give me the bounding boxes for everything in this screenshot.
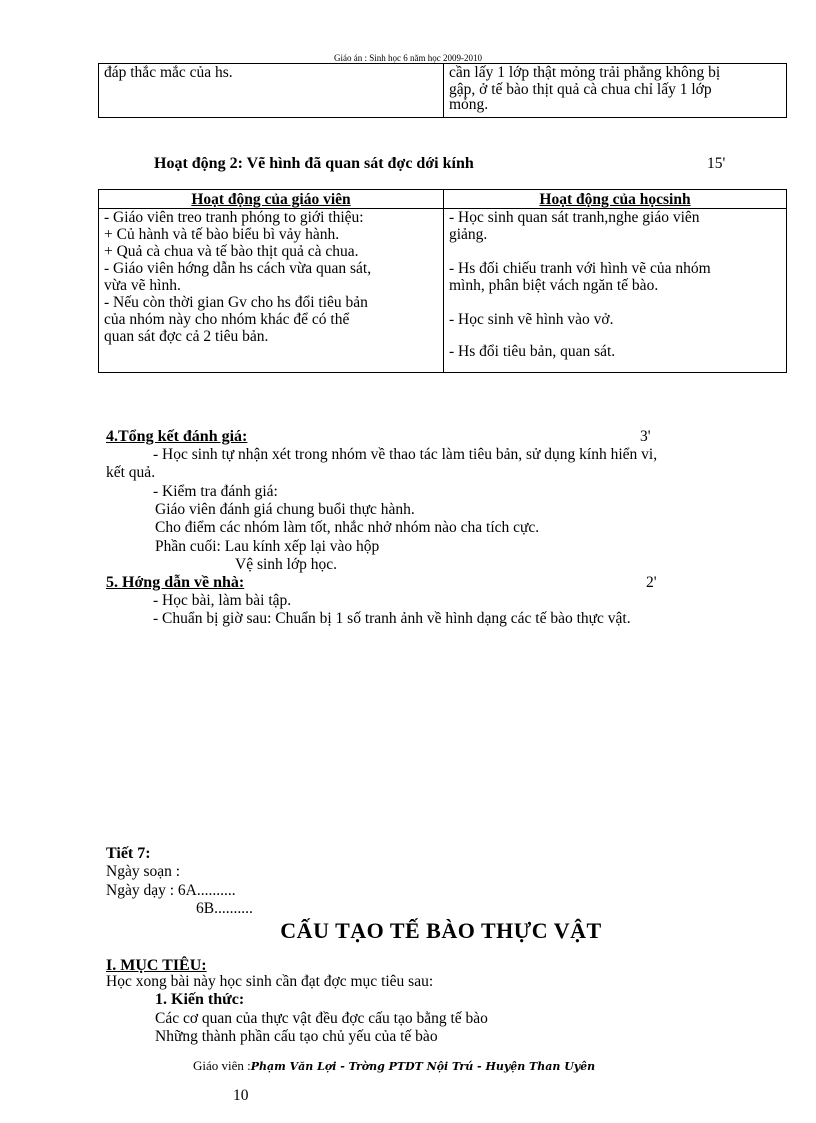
spacer bbox=[449, 243, 781, 260]
student-column-header: Hoạt động của họcsinh bbox=[444, 190, 787, 209]
continuation-teacher-cell bbox=[99, 64, 444, 118]
teacher-line: - Giáo viên treo tranh phóng to giới thiệu: bbox=[104, 209, 364, 226]
student-line: mình, phân biệt vách ngăn tế bào. bbox=[449, 277, 659, 294]
knowledge-heading: 1. Kiến thức: bbox=[155, 991, 245, 1008]
student-activity-cell bbox=[444, 209, 787, 373]
cell-text: mỏng. bbox=[449, 96, 489, 113]
activity2-time: 15' bbox=[707, 155, 726, 172]
student-line: giảng. bbox=[449, 226, 488, 243]
student-line: - Học sinh vẽ hình vào vở. bbox=[449, 311, 614, 328]
teacher-activity-cell bbox=[99, 209, 444, 373]
teacher-line: + Quả cà chua và tế bào thịt quả cà chua. bbox=[104, 243, 359, 260]
cell-text: gập, ở tế bào thịt quả cà chua chỉ lấy 1 lớp bbox=[449, 81, 712, 98]
teach-date-6b: 6B.......... bbox=[196, 900, 253, 917]
section4-line: kết quả. bbox=[106, 464, 156, 481]
continuation-table bbox=[98, 63, 787, 118]
section4-line: Cho điểm các nhóm làm tốt, nhắc nhở nhóm nào cha tích cực. bbox=[155, 519, 540, 536]
section5-title: 5. Hớng dẫn về nhà: bbox=[106, 574, 245, 591]
knowledge-line: Các cơ quan của thực vật đều đợc cấu tạo bằng tế bào bbox=[155, 1010, 488, 1027]
objectives-heading: I. MỤC TIÊU: bbox=[106, 957, 207, 974]
student-line: - Hs đổi tiêu bản, quan sát. bbox=[449, 343, 616, 360]
teacher-signature: Phạm Văn Lợi - Trờng PTDT Nội Trú - Huyện Than Uyên bbox=[250, 1060, 596, 1073]
cell-text: đáp thắc mắc của hs. bbox=[104, 64, 233, 81]
continuation-student-cell bbox=[444, 64, 787, 118]
footer-label: Giáo viên : bbox=[193, 1058, 251, 1073]
activity2-title: Hoạt động 2: Vẽ hình đã quan sát đợc dới kính bbox=[154, 155, 474, 172]
section4-line: Vệ sinh lớp học. bbox=[235, 556, 338, 573]
lesson-title: CẤU TẠO TẾ BÀO THỰC VẬT bbox=[280, 918, 602, 943]
objectives-intro: Học xong bài này học sinh cần đạt đợc mục tiêu sau: bbox=[106, 973, 434, 990]
activity-table bbox=[98, 189, 787, 373]
student-line: - Hs đối chiếu tranh với hình vẽ của nhóm bbox=[449, 260, 711, 277]
knowledge-line: Những thành phần cấu tạo chủ yếu của tế bào bbox=[155, 1028, 438, 1045]
spacer bbox=[449, 294, 781, 311]
lesson-number: Tiết 7: bbox=[106, 845, 151, 862]
section4-line: - Kiểm tra đánh giá: bbox=[153, 483, 278, 500]
teacher-line: của nhóm này cho nhóm khác để có thể bbox=[104, 311, 350, 328]
section5-line: - Chuẩn bị giờ sau: Chuẩn bị 1 số tranh ảnh về hình dạng các tế bào thực vật. bbox=[153, 610, 631, 627]
prep-date: Ngày soạn : bbox=[106, 863, 181, 880]
section5-time: 2' bbox=[646, 574, 657, 591]
page-header: Giáo án : Sinh học 6 năm học 2009-2010 bbox=[334, 53, 482, 63]
teacher-line: - Giáo viên hớng dẫn hs cách vừa quan sát, bbox=[104, 260, 372, 277]
section4-time: 3' bbox=[640, 428, 651, 445]
section4-line: Giáo viên đánh giá chung buổi thực hành. bbox=[155, 501, 415, 518]
teacher-line: vừa vẽ hình. bbox=[104, 277, 181, 294]
cell-text: cần lấy 1 lớp thật mỏng trải phẳng không bị bbox=[449, 64, 721, 81]
section4-line: - Học sinh tự nhận xét trong nhóm về thao tác làm tiêu bản, sử dụng kính hiển vi, bbox=[153, 446, 658, 463]
teacher-column-header: Hoạt động của giáo viên bbox=[99, 190, 444, 209]
section4-line: Phần cuối: Lau kính xếp lại vào hộp bbox=[155, 538, 380, 555]
teach-date-6a: Ngày dạy : 6A.......... bbox=[106, 882, 236, 899]
section5-line: - Học bài, làm bài tập. bbox=[153, 592, 292, 609]
teacher-line: + Củ hành và tế bào biểu bì vảy hành. bbox=[104, 226, 340, 243]
page-number: 10 bbox=[233, 1087, 249, 1104]
section4-title: 4.Tổng kết đánh giá: bbox=[106, 428, 248, 445]
footer bbox=[193, 1057, 595, 1075]
student-line: - Học sinh quan sát tranh,nghe giáo viên bbox=[449, 209, 700, 226]
teacher-line: quan sát đợc cả 2 tiêu bản. bbox=[104, 328, 269, 345]
teacher-line: - Nếu còn thời gian Gv cho hs đổi tiêu bản bbox=[104, 294, 368, 311]
